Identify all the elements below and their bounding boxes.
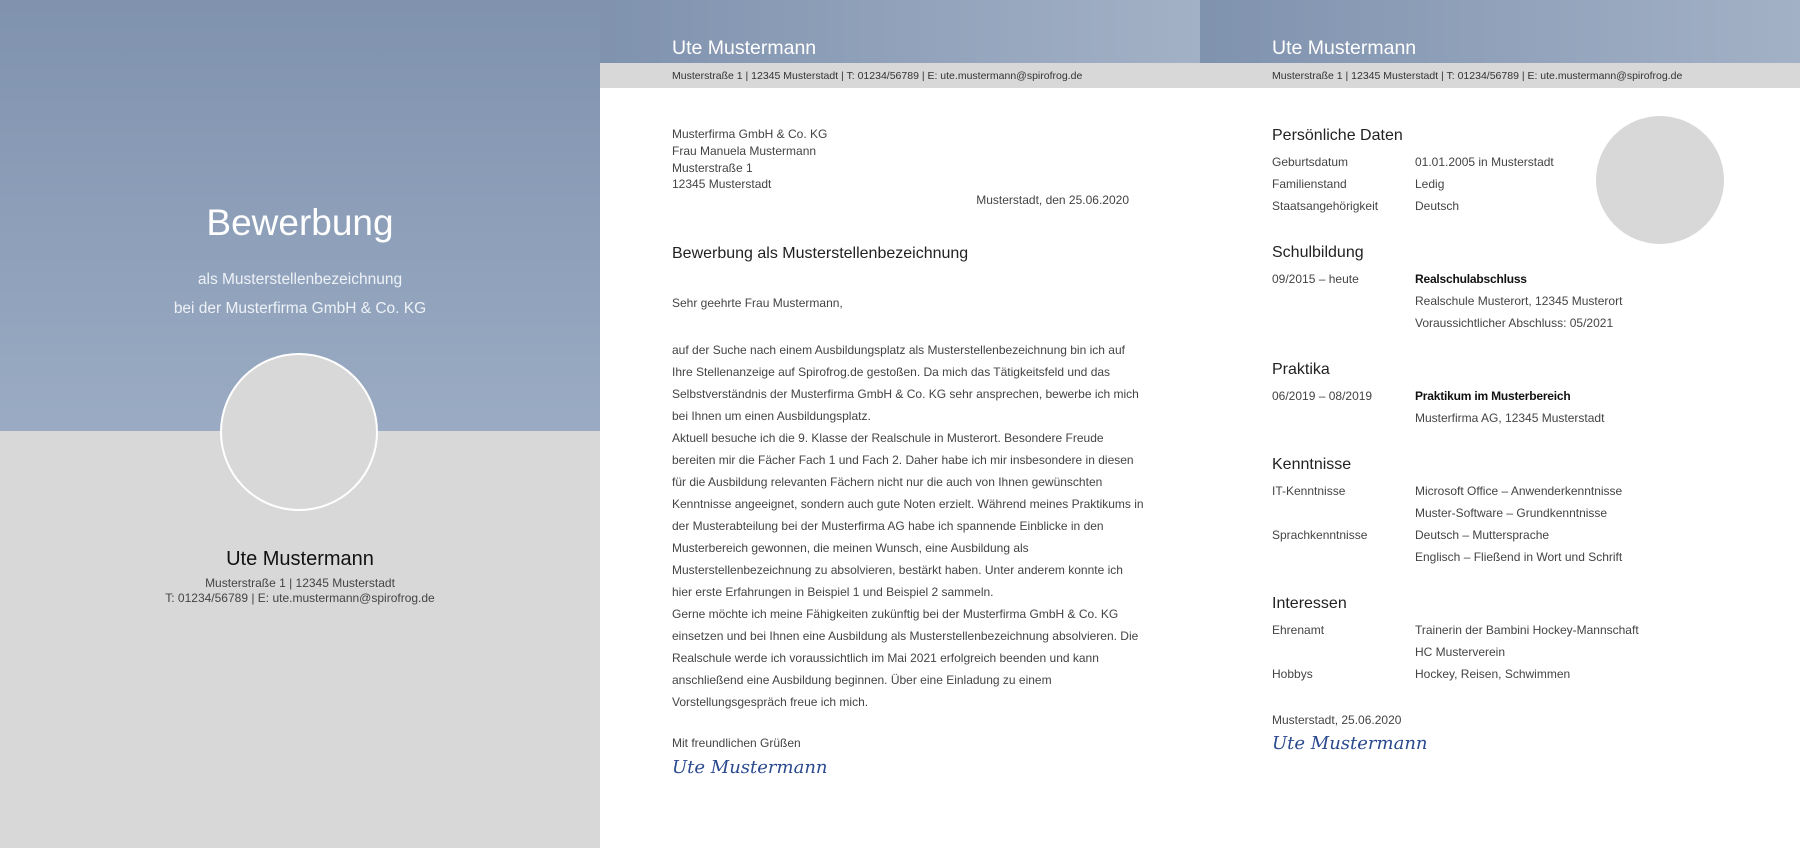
cv-row-value: Muster-Software – Grundkenntnisse	[1415, 506, 1608, 520]
cv-row-value: Realschule Musterort, 12345 Musterort	[1415, 294, 1623, 308]
cv-page	[1200, 0, 1800, 848]
letter-body-line: Ihre Stellenanzeige auf Spirofrog.de gestoßen. Da mich das Tätigkeitsfeld und das	[672, 365, 1111, 379]
cv-row-label: IT-Kenntnisse	[1272, 484, 1346, 498]
letter-body-line: der Musterabteilung bei der Musterfirma AG habe ich spannende Einblicke in den	[672, 519, 1104, 533]
letter-body-line: hier erste Erfahrungen in Beispiel 1 und Beispiel 2 sammeln.	[672, 585, 994, 599]
cover-subtitle-company: bei der Musterfirma GmbH & Co. KG	[173, 300, 427, 317]
cv-row	[1272, 294, 1732, 310]
cv-row	[1272, 506, 1732, 522]
letter-body-line: Selbstverständnis der Musterfirma GmbH & Co. KG sehr ansprechen, bewerbe ich mich	[672, 387, 1139, 401]
cv-signature: Ute Mustermann	[1272, 733, 1428, 754]
cv-row	[1272, 272, 1732, 288]
cv-header-name: Ute Mustermann	[1272, 37, 1417, 59]
cv-row-label: Ehrenamt	[1272, 623, 1325, 637]
section-heading-internships: Praktika	[1272, 361, 1330, 378]
cv-header-band	[1200, 0, 1800, 63]
cv-row-value: Microsoft Office – Anwenderkenntnisse	[1415, 484, 1623, 498]
cv-row-label: Staatsangehörigkeit	[1272, 199, 1379, 213]
cv-row-value: Hockey, Reisen, Schwimmen	[1415, 667, 1571, 681]
cv-row-label: Sprachkenntnisse	[1272, 528, 1368, 542]
cv-address-bar	[1200, 63, 1800, 88]
letter-body-line: Gerne möchte ich meine Fähigkeiten zukünftig bei der Musterfirma GmbH & Co. KG	[672, 607, 1119, 621]
letter-body-line: Musterstellenbezeichnung zu absolvieren, bestärkt haben. Unter anderem konnte ich	[672, 563, 1123, 577]
cv-row	[1272, 199, 1732, 215]
letter-body-line: einsetzen und bei Ihnen eine Ausbildung als Musterstellenbezeichnung absolvieren. Die	[672, 629, 1139, 643]
recipient-person: Frau Manuela Mustermann	[672, 143, 817, 158]
letter-address-line: Musterstraße 1 | 12345 Musterstadt | T: 01234/56789 | E: ute.mustermann@spirofrog.de	[672, 70, 1083, 82]
cover-page	[0, 0, 600, 848]
cv-row	[1272, 411, 1732, 427]
cover-letter-page	[600, 0, 1200, 848]
recipient-street: Musterstraße 1	[672, 160, 753, 175]
cv-row	[1272, 623, 1732, 639]
cv-row	[1272, 389, 1732, 405]
letter-signature: Ute Mustermann	[672, 757, 828, 778]
cv-row-label: Geburtsdatum	[1272, 155, 1349, 169]
recipient-company: Musterfirma GmbH & Co. KG	[672, 127, 828, 141]
cv-row-value: Realschulabschluss	[1415, 272, 1527, 286]
cover-subtitle-position: als Musterstellenbezeichnung	[197, 271, 403, 288]
cv-row-value: Trainerin der Bambini Hockey-Mannschaft	[1415, 623, 1639, 637]
cv-row-value: Ledig	[1415, 177, 1445, 191]
letter-salutation: Sehr geehrte Frau Mustermann,	[672, 296, 843, 310]
section-heading-skills: Kenntnisse	[1272, 456, 1352, 473]
cv-address-line: Musterstraße 1 | 12345 Musterstadt | T: 01234/56789 | E: ute.mustermann@spirofrog.de	[1272, 70, 1683, 82]
cv-row-value: HC Musterverein	[1415, 645, 1506, 659]
cv-row-value: Deutsch – Muttersprache	[1415, 528, 1550, 542]
cv-row	[1272, 177, 1732, 193]
letter-body-line: Realschule werde ich voraussichtlich im Mai 2021 erfolgreich beenden und kann	[672, 651, 1099, 665]
cv-row	[1272, 316, 1732, 332]
cv-row-value: Englisch – Fließend in Wort und Schrift	[1415, 550, 1623, 564]
letter-body	[672, 339, 1144, 713]
letter-header-band	[600, 0, 1200, 63]
section-heading-school: Schulbildung	[1272, 244, 1364, 261]
letter-body-line: bereiten mir die Fächer Fach 1 und Fach 2. Daher habe ich mir insbesondere in diesen	[672, 453, 1134, 467]
cv-row-label: 09/2015 – heute	[1272, 272, 1359, 286]
cv-row-value: Deutsch	[1415, 199, 1460, 213]
cv-row	[1272, 667, 1732, 683]
cv-row	[1272, 645, 1732, 661]
cv-row-label: Hobbys	[1272, 667, 1313, 681]
cover-address: Musterstraße 1 | 12345 Musterstadt	[205, 576, 395, 590]
recipient-city: 12345 Musterstadt	[672, 177, 772, 192]
cv-row-label: 06/2019 – 08/2019	[1272, 389, 1373, 403]
letter-date: Musterstadt, den 25.06.2020	[976, 193, 1129, 207]
cv-row-label: Familienstand	[1272, 177, 1347, 191]
letter-closing: Mit freundlichen Grüßen	[672, 736, 801, 750]
cv-row-value: Praktikum im Musterbereich	[1415, 389, 1571, 403]
cover-title: Bewerbung	[206, 202, 394, 243]
section-heading-personal: Persönliche Daten	[1272, 127, 1403, 144]
cv-row	[1272, 528, 1732, 544]
letter-body-line: für die Ausbildung relevanten Fächern nicht nur die auch von Ihnen gewünschten	[672, 475, 1103, 489]
letter-header-name: Ute Mustermann	[672, 37, 817, 59]
letter-body-line: auf der Suche nach einem Ausbildungsplatz als Musterstellenbezeichnung bin ich auf	[672, 343, 1125, 357]
cv-place-date: Musterstadt, 25.06.2020	[1272, 713, 1402, 727]
cover-contact: T: 01234/56789 | E: ute.mustermann@spirofrog.de	[165, 591, 435, 605]
letter-address-bar	[600, 63, 1200, 88]
cover-photo-placeholder	[220, 353, 378, 511]
letter-body-line: Musterbereich gewonnen, die meinen Wunsch, eine Ausbildung als	[672, 541, 1029, 555]
letter-body-line: bei Ihnen um einen Ausbildungsplatz.	[672, 409, 871, 423]
letter-subject: Bewerbung als Musterstellenbezeichnung	[672, 245, 969, 262]
cv-row-value: Musterfirma AG, 12345 Musterstadt	[1415, 411, 1605, 425]
cv-row-value: Voraussichtlicher Abschluss: 05/2021	[1415, 316, 1614, 330]
letter-body-line: Kenntnisse angeeignet, sondern auch gute Noten erzielt. Während meines Praktikums in	[672, 497, 1144, 511]
cv-row	[1272, 550, 1732, 566]
cover-name: Ute Mustermann	[226, 548, 374, 570]
letter-body-line: Vorstellungsgespräch freue ich mich.	[672, 695, 869, 709]
letter-body-line: Aktuell besuche ich die 9. Klasse der Realschule in Musterort. Besondere Freude	[672, 431, 1104, 445]
section-heading-interests: Interessen	[1272, 595, 1347, 612]
letter-body-line: anschließend eine Ausbildung beginnen. Über eine Einladung zu einem	[672, 673, 1052, 687]
cv-row-value: 01.01.2005 in Musterstadt	[1415, 155, 1554, 169]
recipient-block	[672, 126, 827, 193]
cv-row	[1272, 155, 1732, 171]
cv-row	[1272, 484, 1732, 500]
